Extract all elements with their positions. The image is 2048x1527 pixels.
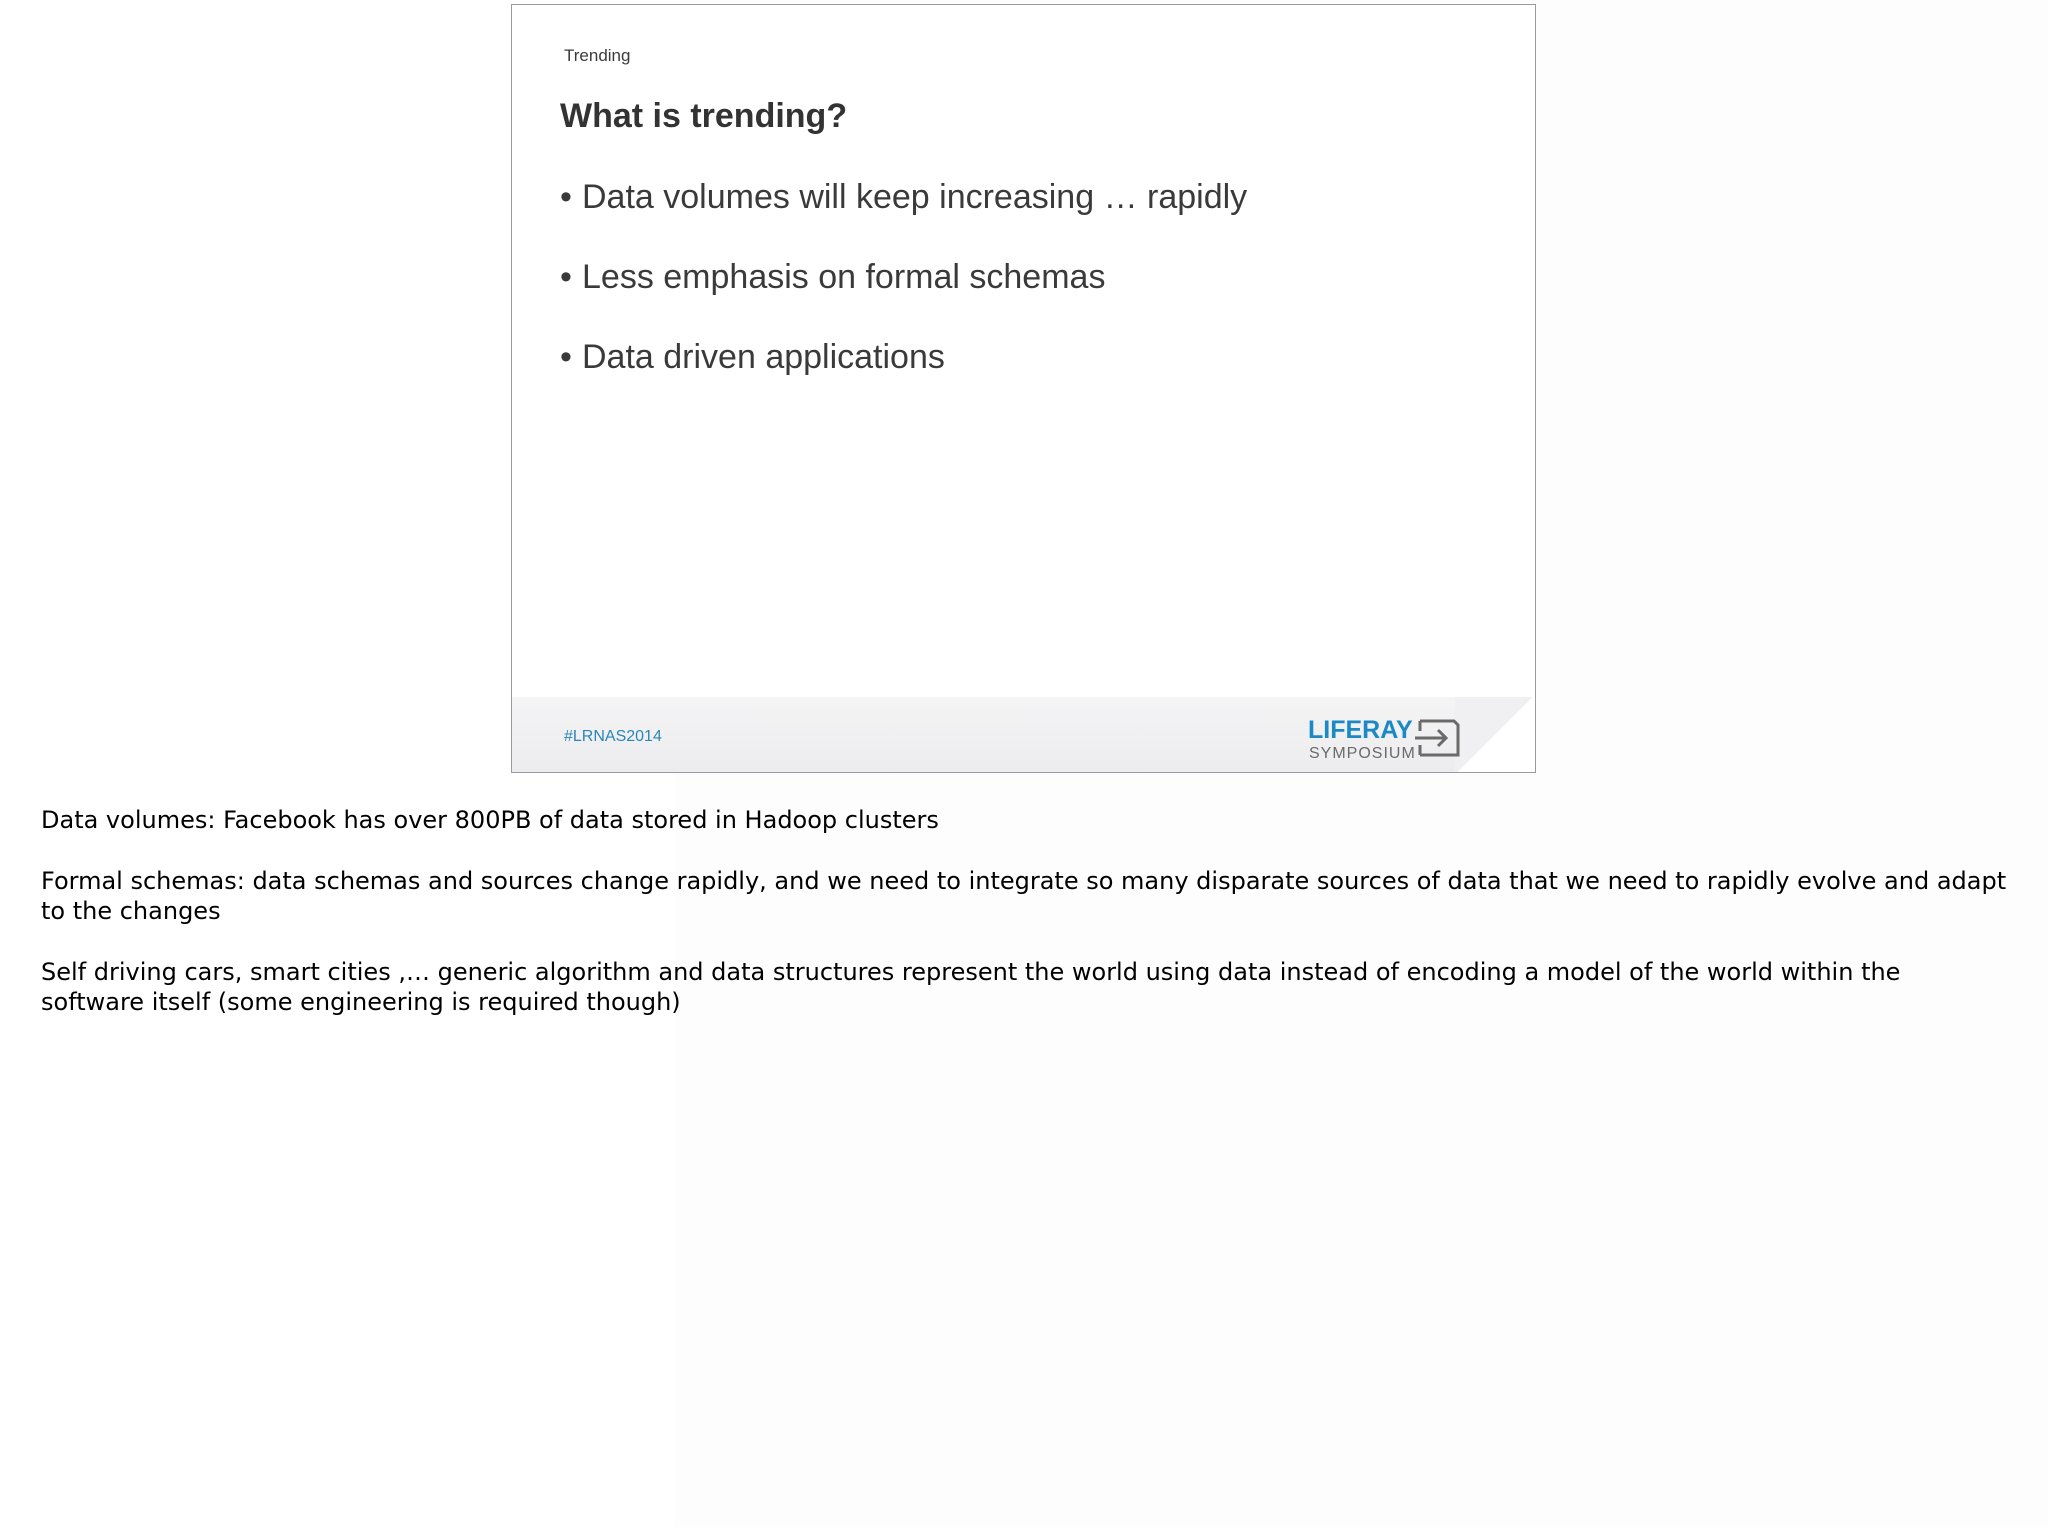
bullet-item — [560, 175, 1247, 255]
bullet-item — [560, 255, 1247, 335]
speaker-notes — [41, 805, 2011, 1048]
bullet-text: Data volumes will keep increasing … rapidly — [582, 178, 1248, 216]
note-paragraph: Formal schemas: data schemas and sources change rapidly, and we need to integrate so many disparate sources of data that we need to rapidly evolve and adapt to the changes — [41, 867, 2007, 925]
slide — [511, 4, 1536, 773]
slide-section-label: Trending — [564, 46, 631, 65]
bullet-list — [560, 175, 1247, 415]
logo-wordmark: LIFERAY — [1308, 716, 1413, 744]
note-paragraph: Data volumes: Facebook has over 800PB of data stored in Hadoop clusters — [41, 806, 939, 834]
footer-corner-fold — [1455, 697, 1535, 773]
bullet-item — [560, 335, 1247, 415]
enter-arrow-icon — [1415, 721, 1458, 755]
logo-subtitle: SYMPOSIUM — [1309, 745, 1416, 762]
event-hashtag: #LRNAS2014 — [564, 728, 662, 745]
note-paragraph: Self driving cars, smart cities ,… generic algorithm and data structures represent the world using data instead of encoding a model of the world within the software itself (some engineering is required though) — [41, 958, 1901, 1016]
bullet-text: Less emphasis on formal schemas — [582, 258, 1106, 296]
bullet-icon: • — [560, 258, 572, 296]
bullet-icon: • — [560, 338, 572, 376]
bullet-icon: • — [560, 178, 572, 216]
bullet-text: Data driven applications — [582, 338, 945, 376]
liferay-symposium-logo — [1307, 715, 1467, 765]
slide-title: What is trending? — [560, 97, 848, 135]
